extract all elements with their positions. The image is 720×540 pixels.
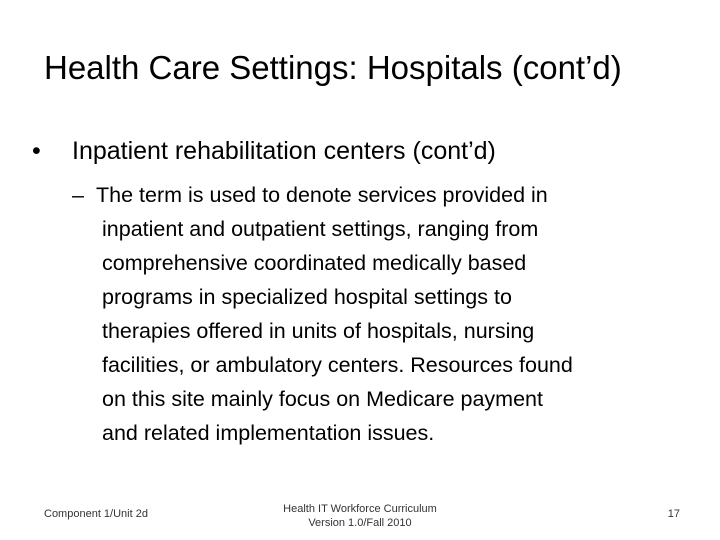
sub-bullet-line: facilities, or ambulatory centers. Resources found (102, 353, 573, 377)
footer-curriculum-title: Health IT Workforce Curriculum (283, 503, 437, 515)
sub-bullet-marker: – (72, 183, 84, 207)
sub-bullet-line: The term is used to denote services provided in (96, 183, 548, 207)
bullet-text: Inpatient rehabilitation centers (cont’d) (72, 137, 496, 165)
sub-bullet-line: and related implementation issues. (102, 421, 435, 445)
slide-title: Health Care Settings: Hospitals (cont’d) (44, 49, 622, 86)
sub-bullet-line: programs in specialized hospital settings to (102, 285, 512, 309)
page-number: 17 (667, 508, 680, 520)
footer-component: Component 1/Unit 2d (44, 508, 148, 520)
sub-bullet-line: on this site mainly focus on Medicare payment (102, 387, 543, 411)
bullet-level-2 (72, 178, 692, 450)
bullet-level-1 (32, 134, 692, 168)
bullet-marker: • (32, 137, 41, 165)
footer-version: Version 1.0/Fall 2010 (308, 517, 412, 529)
sub-bullet-line: inpatient and outpatient settings, ranging from (102, 217, 539, 241)
footer-curriculum (260, 502, 460, 530)
sub-bullet-line: comprehensive coordinated medically based (102, 251, 527, 275)
sub-bullet-line: therapies offered in units of hospitals, nursing (102, 319, 535, 343)
